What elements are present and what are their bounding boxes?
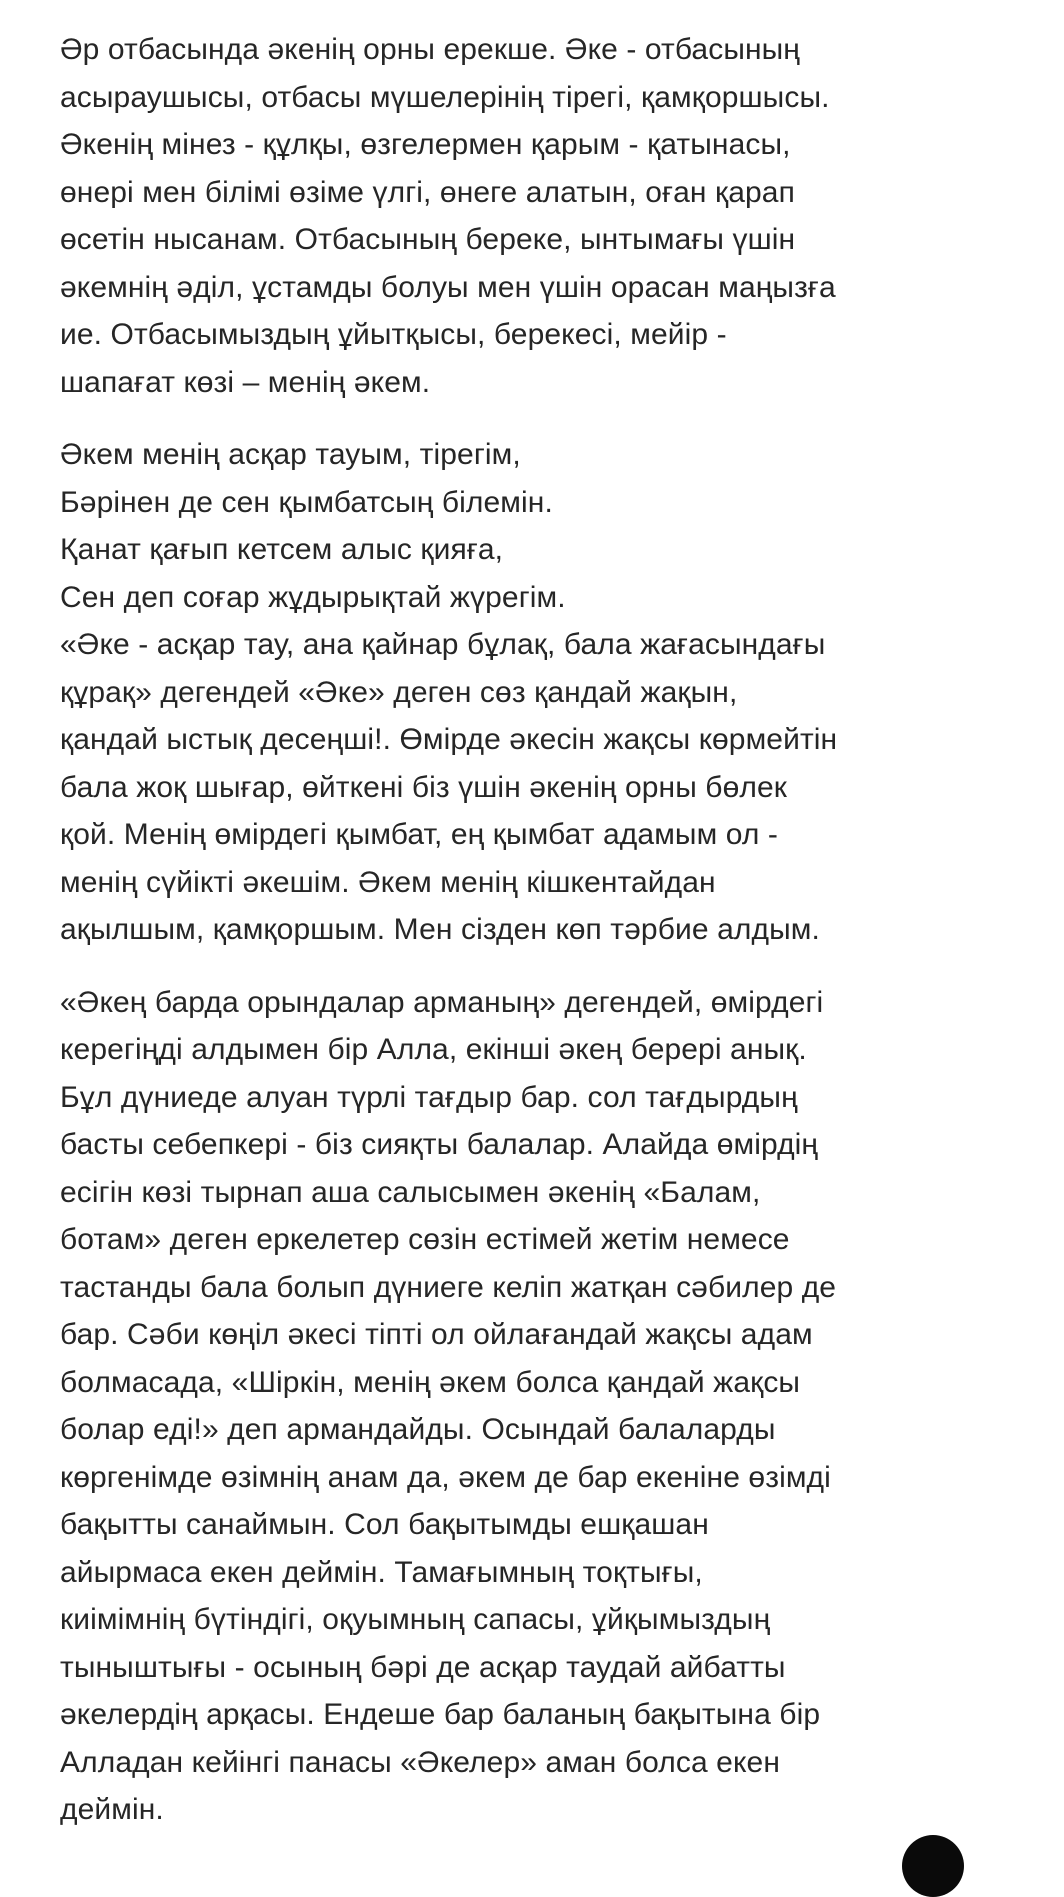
text-line: шапағат көзі – менің әкем. [60,365,431,399]
text-line: деймін. [60,1793,164,1826]
text-line: Бұл дүниеде алуан түрлі тағдыр бар. сол тағдырдың [60,1080,798,1114]
text-line: Бәрінен де сен қымбатсың білемін. [60,485,553,519]
text-line: Әкенің мінез - құлқы, өзгелермен қарым - қатынасы, [60,128,791,161]
text-line: тастанды бала болып дүниеге келіп жатқан сәбилер де [60,1270,837,1304]
text-line: ақылшым, қамқоршым. Мен сізден көп тәрбие алдым. [60,913,820,946]
text-line: Әр отбасында әкенің орны ерекше. Әке - отбасының [60,33,800,66]
floating-action-button[interactable] [902,1835,964,1897]
text-line: құрақ» дегендей «Әке» деген сөз қандай жақын, [60,675,738,709]
text-line: менің сүйікті әкешім. Әкем менің кішкентайдан [60,865,716,899]
text-line: басты себепкері - біз сияқты балалар. Алайда өмірдің [60,1128,819,1161]
text-line: Әкем менің асқар тауым, тірегім, [60,438,521,471]
text-line: өнері мен білімі өзіме үлгі, өнеге алатын, оған қарап [60,175,795,209]
paragraph [60,26,1050,406]
paragraph-gap [60,954,1050,979]
text-line: киімімнің бүтіндігі, оқуымның сапасы, ұйқымыздың [60,1603,771,1636]
text-line: бала жоқ шығар, өйткені біз үшін әкенің орны бөлек [60,770,787,804]
text-line: қандай ыстық десеңші!. Өмірде әкесін жақсы көрмейтін [60,723,838,756]
text-line: «Әке - асқар тау, ана қайнар бұлақ, бала жағасындағы [60,628,826,661]
text-line: Қанат қағып кетсем алыс қияға, [60,533,504,566]
article-body [60,26,1050,1834]
text-line: ие. Отбасымыздың ұйытқысы, берекесі, мейір - [60,318,727,351]
text-line: әкелердің арқасы. Ендеше бар баланың бақытына бір [60,1698,821,1731]
text-line: өсетін нысанам. Отбасының береке, ынтымағы үшін [60,223,796,256]
paragraph-gap [60,406,1050,431]
text-line: болмасада, «Шіркін, менің әкем болса қандай жақсы [60,1365,801,1399]
text-line: «Әкең барда орындалар арманың» дегендей, өмірдегі [60,985,824,1019]
text-line: ботам» деген еркелетер сөзін естімей жетім немесе [60,1223,790,1256]
paragraph [60,431,1050,954]
text-line: әкемнің әділ, ұстамды болуы мен үшін орасан маңызға [60,270,836,304]
text-line: қой. Менің өмірдегі қымбат, ең қымбат адамым ол - [60,818,779,851]
text-line: болар еді!» деп армандайды. Осындай балаларды [60,1413,776,1446]
text-line: бар. Сәби көңіл әкесі тіпті ол ойлағандай жақсы адам [60,1318,813,1351]
text-line: керегіңді алдымен бір Алла, екінші әкең берері анық. [60,1033,807,1066]
text-line: бақытты санаймын. Сол бақытымды ешқашан [60,1508,709,1541]
paragraph [60,979,1050,1834]
text-line: Алладан кейінгі панасы «Әкелер» аман болса екен [60,1745,780,1779]
text-line: есігін көзі тырнап аша салысымен әкенің «Балам, [60,1175,761,1209]
text-line: айырмаса екен деймін. Тамағымның тоқтығы, [60,1555,703,1589]
text-line: тыныштығы - осының бәрі де асқар таудай айбатты [60,1650,786,1684]
text-line: көргенімде өзімнің анам да, әкем де бар екеніне өзімді [60,1460,831,1494]
text-line: асыраушысы, отбасы мүшелерінің тірегі, қамқоршысы. [60,80,830,114]
text-line: Сен деп соғар жұдырықтай жүрегім. [60,580,566,614]
